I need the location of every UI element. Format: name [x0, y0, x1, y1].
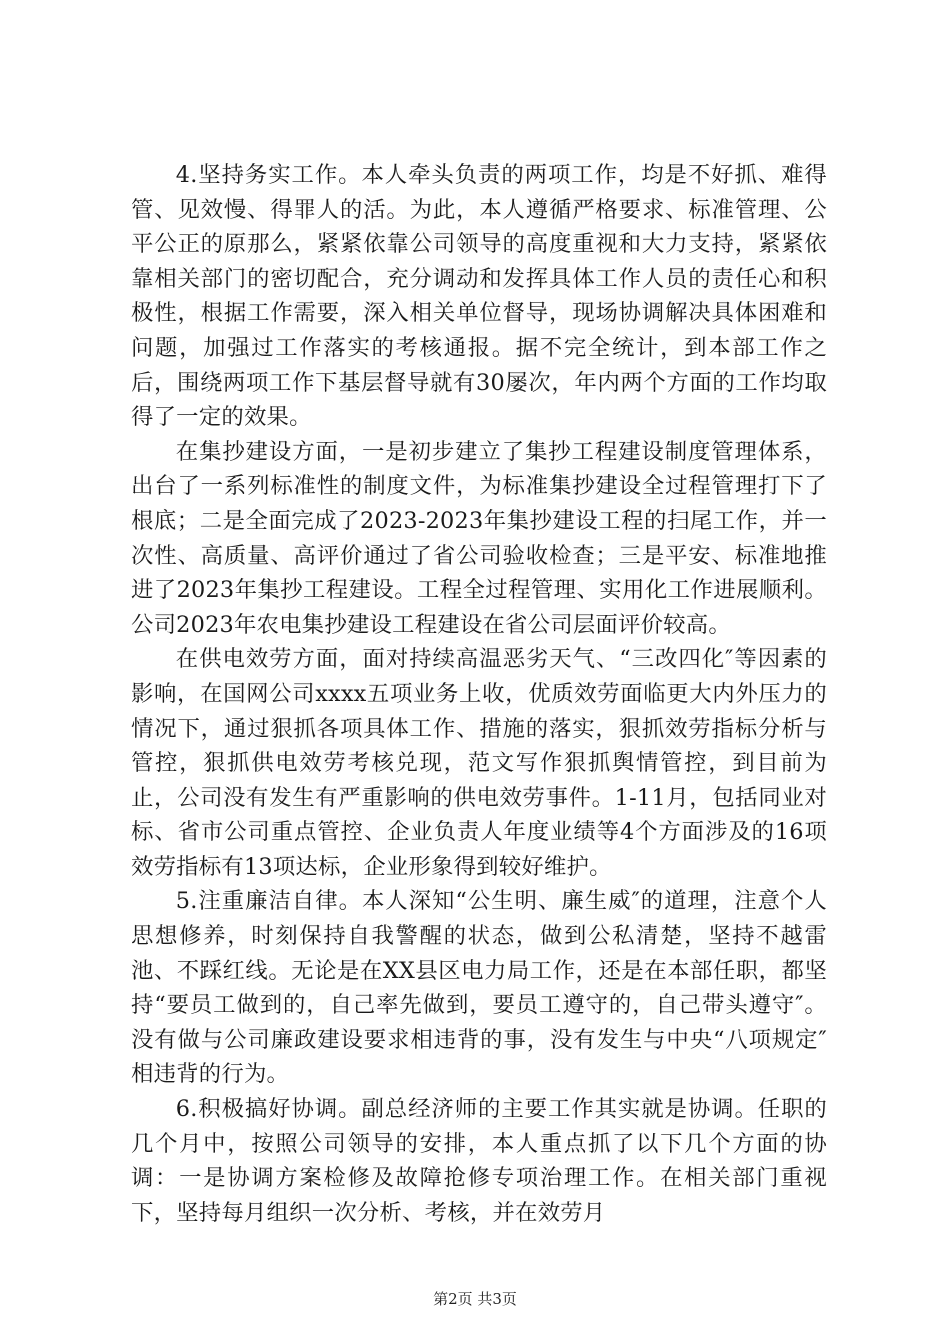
- paragraph-integrity-self-discipline: 5.注重廉洁自律。本人深知“公生明、廉生威″的道理，注意个人思想修养，时刻保持自我警醒的状态，做到公私清楚，坚持不越雷池、不踩红线。无论是在XX县区电力局工作，还是在本部任职，都坚持“要员工做到的，自己率先做到，要员工遵守的，自己带头遵守″。没有做与公司廉政建设要求相违背的事，没有发生与中央“八项规定″相违背的行为。: [131, 888, 827, 1088]
- page-number-footer: 第2页 共3页: [433, 1290, 517, 1308]
- document-body: [131, 158, 827, 1230]
- paragraph-power-supply-service: 在供电效劳方面，面对持续高温恶劣天气、“三改四化″等因素的影响，在国网公司xxxx五项业务上收，优质效劳面临更大内外压力的情况下，通过狠抓各项具体工作、措施的落实，狠抓效劳指标分析与管控，狠抓供电效劳考核兑现，范文写作狠抓舆情管控，到目前为止，公司没有发生有严重影响的供电效劳事件。1-11月，包括同业对标、省市公司重点管控、企业负责人年度业绩等4个方面涉及的16项效劳指标有13项达标，企业形象得到较好维护。: [131, 646, 827, 880]
- paragraph-meter-reading-construction: 在集抄建设方面，一是初步建立了集抄工程建设制度管理体系，出台了一系列标准性的制度文件，为标准集抄建设全过程管理打下了根底；二是全面完成了2023-2023年集抄建设工程的扫尾工作，并一次性、高质量、高评价通过了省公司验收检查；三是平安、标准地推进了2023年集抄工程建设。工程全过程管理、实用化工作进展顺利。公司2023年农电集抄建设工程建设在省公司层面评价较高。: [131, 438, 827, 638]
- paragraph-coordination: 6.积极搞好协调。副总经济师的主要工作其实就是协调。任职的几个月中，按照公司领导的安排，本人重点抓了以下几个方面的协调：一是协调方案检修及故障抢修专项治理工作。在相关部门重视下，坚持每月组织一次分析、考核，并在效劳月: [131, 1096, 827, 1226]
- paragraph-practical-work: 4.坚持务实工作。本人牵头负责的两项工作，均是不好抓、难得管、见效慢、得罪人的活。为此，本人遵循严格要求、标准管理、公平公正的原那么，紧紧依靠公司领导的高度重视和大力支持，紧紧依靠相关部门的密切配合，充分调动和发挥具体工作人员的责任心和积极性，根据工作需要，深入相关单位督导，现场协调解决具体困难和问题，加强过工作落实的考核通报。据不完全统计，到本部工作之后，围绕两项工作下基层督导就有30屡次，年内两个方面的工作均取得了一定的效果。: [131, 162, 827, 431]
